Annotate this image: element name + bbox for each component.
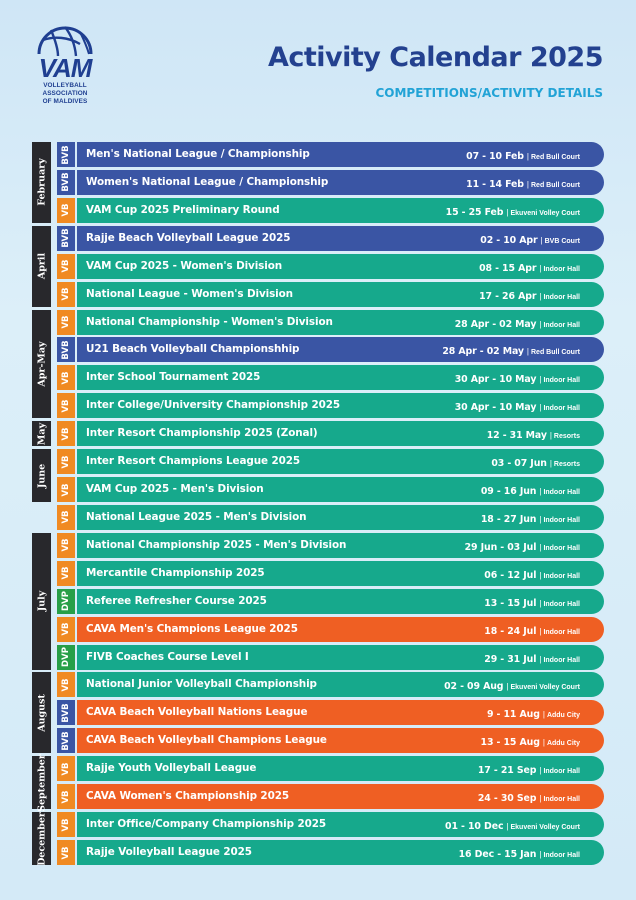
category-badge-text: VB [61, 538, 71, 552]
event-venue: Indoor Hall [543, 572, 580, 580]
event-row [77, 421, 604, 446]
separator: | [506, 682, 509, 692]
event-date: 07 - 10 Feb [466, 151, 524, 162]
category-badge-text: VB [61, 845, 71, 860]
separator: | [526, 152, 529, 161]
separator: | [542, 710, 545, 720]
category-badge-text: VB [61, 259, 71, 273]
event-date: 9 - 11 Aug [486, 709, 540, 721]
event-meta [466, 142, 580, 170]
event-venue: Indoor Hall [543, 796, 580, 804]
event-name: Inter College/University Championship 2025 [86, 399, 340, 412]
category-badge-text: DVP [61, 591, 71, 612]
event-meta [459, 840, 580, 868]
event-row [77, 337, 604, 362]
month-label-february [32, 142, 51, 223]
separator: | [539, 514, 542, 524]
event-name: National League 2025 - Men's Division [86, 510, 307, 523]
event-name: National Championship - Women's Division [86, 315, 333, 328]
separator: | [526, 347, 529, 357]
month-label-july [32, 533, 51, 670]
event-meta [446, 198, 580, 226]
month-label-september [32, 753, 51, 812]
event-meta [442, 337, 580, 365]
category-badge-vb [57, 784, 75, 809]
category-badge-text: VB [61, 762, 71, 776]
event-venue: Indoor Hall [543, 516, 580, 524]
event-date: 13 - 15 Aug [480, 737, 540, 749]
event-name: Rajje Volleyball League 2025 [86, 846, 252, 858]
event-venue: Ekuveni Volley Court [510, 684, 580, 692]
event-meta [481, 728, 580, 756]
category-badge-vb [57, 421, 75, 446]
event-row [77, 449, 604, 474]
month-label-text: June [36, 463, 47, 488]
event-meta [487, 421, 580, 449]
event-name: CAVA Men's Champions League 2025 [86, 622, 298, 635]
event-date: 30 Apr - 10 May [454, 402, 537, 414]
event-name: Inter Resort Champions League 2025 [86, 455, 300, 468]
event-venue: Red Bull Court [531, 181, 580, 189]
event-row [77, 142, 604, 167]
event-meta [444, 672, 580, 700]
category-badge-text: VB [61, 287, 71, 301]
event-row [77, 728, 604, 753]
event-date: 17 - 26 Apr [479, 290, 537, 302]
event-date: 28 Apr - 02 May [454, 318, 537, 330]
event-row [77, 700, 604, 725]
month-label-text: May [36, 422, 47, 445]
event-meta [479, 282, 580, 310]
category-badge-bvb [57, 226, 75, 251]
event-venue: Indoor Hall [543, 628, 580, 636]
logo-line-3: OF MALDIVES [42, 98, 88, 105]
event-meta [478, 756, 580, 784]
event-date: 02 - 10 Apr [480, 234, 538, 246]
event-row [77, 812, 604, 837]
event-meta [484, 617, 580, 645]
event-venue: Ekuveni Volley Court [510, 209, 580, 217]
separator: | [539, 542, 542, 552]
event-date: 08 - 15 Apr [479, 262, 537, 274]
event-name: Inter School Tournament 2025 [86, 371, 261, 384]
category-badge-vb [57, 393, 75, 418]
category-badge-vb [57, 505, 75, 530]
category-badge-vb [57, 533, 75, 558]
event-name: Rajje Youth Volleyball League [86, 762, 257, 775]
event-name: CAVA Beach Volleyball Champions League [86, 734, 327, 747]
event-meta [487, 700, 580, 728]
event-meta [465, 533, 580, 561]
event-name: National Championship 2025 - Men's Division [86, 538, 347, 551]
separator: | [540, 235, 543, 245]
event-name: Inter Office/Company Championship 2025 [86, 818, 326, 831]
event-venue: Addu City [546, 712, 580, 720]
event-meta [466, 170, 580, 198]
month-label-text: December [36, 811, 47, 866]
logo-line-1: VOLLEYBALL [43, 82, 87, 89]
month-label-text: July [36, 590, 47, 612]
category-badge-text: VB [61, 510, 71, 524]
category-badge-vb [57, 756, 75, 781]
separator: | [526, 179, 529, 189]
event-name: VAM Cup 2025 - Women's Division [86, 259, 283, 272]
event-venue: Indoor Hall [543, 321, 580, 329]
event-date: 09 - 16 Jun [480, 486, 537, 498]
category-badge-text: VB [61, 483, 71, 497]
event-row [77, 561, 604, 586]
separator: | [542, 738, 545, 748]
event-name: VAM Cup 2025 - Men's Division [86, 483, 264, 496]
event-row [77, 198, 604, 223]
event-row [77, 533, 604, 558]
event-name: FIVB Coaches Course Level I [86, 650, 249, 663]
event-name: VAM Cup 2025 Preliminary Round [86, 203, 280, 216]
month-label-text: August [36, 694, 47, 732]
event-name: U21 Beach Volleyball Championshhip [86, 343, 300, 356]
category-badge-text: VB [61, 455, 71, 469]
event-row [77, 645, 604, 670]
event-venue: Red Bull Court [531, 349, 580, 357]
event-name: Mercantile Championship 2025 [86, 566, 265, 579]
separator: | [539, 850, 542, 859]
event-name: CAVA Women's Championship 2025 [86, 790, 289, 803]
event-name: National League - Women's Division [86, 287, 293, 300]
category-badge-bvb [57, 170, 75, 195]
page-title: Activity Calendar 2025 [267, 42, 603, 73]
event-date: 18 - 27 Jun [480, 513, 537, 525]
separator: | [539, 654, 542, 664]
event-meta [484, 589, 580, 617]
category-badge-text: BVB [61, 340, 71, 360]
event-meta [481, 505, 580, 533]
event-name: Inter Resort Championship 2025 (Zonal) [86, 427, 318, 440]
event-venue: Resorts [553, 433, 580, 441]
category-badge-text: BVB [61, 228, 71, 248]
event-venue: Indoor Hall [543, 377, 580, 385]
separator: | [506, 822, 509, 832]
event-date: 17 - 21 Sep [477, 765, 537, 777]
separator: | [506, 207, 509, 217]
logo-text [30, 82, 100, 106]
event-row [77, 477, 604, 502]
separator: | [549, 459, 552, 469]
event-date: 16 Dec - 15 Jan [458, 849, 537, 860]
event-venue: Indoor Hall [543, 852, 580, 859]
separator: | [539, 794, 542, 804]
event-name: Men's National League / Championship [86, 148, 310, 160]
event-date: 13 - 15 Jul [484, 597, 537, 609]
category-badge-vb [57, 840, 75, 865]
event-venue: Indoor Hall [543, 405, 580, 413]
category-badge-vb [57, 282, 75, 307]
category-badge-text: VB [61, 622, 71, 636]
event-venue: Indoor Hall [543, 656, 580, 664]
event-date: 01 - 10 Dec [445, 821, 504, 833]
month-label-april [32, 226, 51, 307]
separator: | [539, 403, 542, 413]
category-badge-text: BVB [61, 703, 71, 723]
event-name: Rajje Beach Volleyball League 2025 [86, 231, 291, 244]
event-row [77, 393, 604, 418]
month-label-may [32, 421, 51, 446]
category-badge-text: BVB [61, 144, 71, 165]
event-name: National Junior Volleyball Championship [86, 678, 317, 691]
event-meta [491, 449, 580, 477]
category-badge-text: VB [61, 203, 71, 217]
event-row [77, 365, 604, 390]
event-venue: Ekuveni Volley Court [510, 824, 580, 832]
category-badge-vb [57, 310, 75, 335]
event-venue: Indoor Hall [543, 293, 580, 301]
category-badge-text: VB [61, 790, 71, 804]
category-badge-text: BVB [61, 172, 71, 193]
event-date: 03 - 07 Jun [491, 458, 547, 470]
event-name: CAVA Beach Volleyball Nations League [86, 706, 308, 719]
month-label-december [32, 812, 51, 865]
category-badge-bvb [57, 728, 75, 753]
month-label-june [32, 449, 51, 502]
event-date: 11 - 14 Feb [466, 178, 524, 190]
event-row [77, 226, 604, 251]
category-badge-vb [57, 254, 75, 279]
event-row [77, 310, 604, 335]
event-date: 29 Jun - 03 Jul [464, 541, 537, 553]
separator: | [539, 375, 542, 385]
category-badge-vb [57, 561, 75, 586]
event-meta [480, 226, 580, 254]
separator: | [539, 766, 542, 776]
event-venue: Indoor Hall [543, 600, 580, 608]
event-venue: Indoor Hall [543, 768, 580, 776]
category-badge-vb [57, 449, 75, 474]
logo-line-2: ASSOCIATION [42, 90, 88, 97]
category-badge-vb [57, 198, 75, 223]
event-date: 24 - 30 Sep [477, 793, 537, 805]
category-badge-text: VB [61, 427, 71, 441]
category-badge-text: VB [61, 371, 71, 385]
page-subtitle: COMPETITIONS/ACTIVITY DETAILS [375, 86, 603, 100]
category-badge-text: VB [61, 566, 71, 580]
category-badge-vb [57, 617, 75, 642]
category-badge-text: BVB [61, 731, 71, 751]
category-badge-vb [57, 672, 75, 697]
event-date: 30 Apr - 10 May [454, 374, 537, 386]
month-label-text: Apr-May [36, 341, 47, 387]
event-row [77, 254, 604, 279]
event-venue: Indoor Hall [543, 544, 580, 552]
event-venue: Indoor Hall [543, 489, 580, 497]
category-badge-bvb [57, 337, 75, 362]
category-badge-bvb [57, 700, 75, 725]
event-venue: Addu City [546, 740, 580, 748]
event-meta [484, 645, 580, 673]
event-meta [455, 310, 580, 338]
category-badge-text: DVP [61, 647, 71, 667]
event-name: Women's National League / Championship [86, 175, 329, 188]
event-meta [455, 393, 580, 421]
category-badge-bvb [57, 142, 75, 167]
month-label-text: February [36, 158, 47, 207]
event-date: 06 - 12 Jul [484, 569, 537, 581]
event-venue: Indoor Hall [543, 265, 580, 273]
event-meta [481, 477, 580, 505]
event-date: 02 - 09 Aug [444, 681, 504, 693]
separator: | [539, 570, 542, 580]
event-row [77, 617, 604, 642]
category-badge-text: VB [61, 315, 71, 329]
category-badge-dvp [57, 645, 75, 670]
event-row [77, 282, 604, 307]
separator: | [539, 319, 542, 329]
event-meta [478, 784, 580, 812]
event-meta [479, 254, 580, 282]
event-venue: Resorts [553, 461, 580, 469]
separator: | [539, 263, 542, 273]
event-row [77, 170, 604, 195]
separator: | [539, 598, 542, 608]
event-venue: Red Bull Court [531, 154, 580, 161]
event-row [77, 756, 604, 781]
month-label-text: April [36, 253, 47, 280]
volleyball-icon [34, 20, 96, 82]
category-badge-text: VB [61, 678, 71, 692]
category-badge-vb [57, 812, 75, 837]
event-date: 29 - 31 Jul [484, 653, 537, 665]
event-row [77, 840, 604, 865]
event-row [77, 784, 604, 809]
event-name: Referee Refresher Course 2025 [86, 594, 267, 607]
event-date: 12 - 31 May [486, 430, 547, 442]
category-badge-dvp [57, 589, 75, 614]
event-row [77, 505, 604, 530]
event-date: 18 - 24 Jul [484, 625, 537, 637]
vam-logo [26, 20, 104, 120]
logo-mark: VAM [38, 53, 92, 82]
event-date: 28 Apr - 02 May [442, 346, 524, 358]
category-badge-text: VB [61, 399, 71, 413]
category-badge-vb [57, 365, 75, 390]
event-row [77, 672, 604, 697]
separator: | [539, 487, 542, 497]
event-meta [484, 561, 580, 589]
event-row [77, 589, 604, 614]
event-meta [455, 365, 580, 393]
event-date: 15 - 25 Feb [445, 206, 504, 218]
event-venue: BVB Court [544, 237, 580, 245]
month-label-august [32, 672, 51, 753]
category-badge-vb [57, 477, 75, 502]
separator: | [539, 291, 542, 301]
month-label-apr-may [32, 310, 51, 419]
category-badge-text: VB [61, 818, 71, 832]
event-meta [445, 812, 580, 840]
separator: | [539, 626, 542, 636]
separator: | [549, 431, 552, 441]
month-label-text: September [36, 753, 47, 812]
